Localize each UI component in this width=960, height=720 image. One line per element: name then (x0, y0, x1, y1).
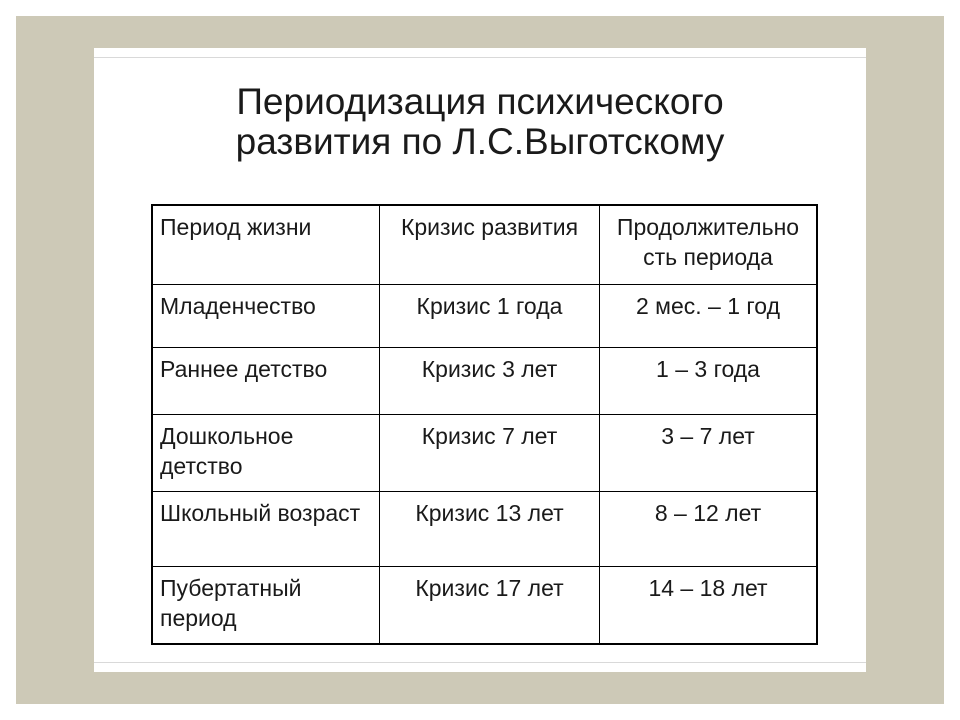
table-row (152, 348, 817, 415)
cell-period: Школьный возраст (152, 492, 380, 567)
top-divider (94, 57, 866, 58)
title-line-1: Периодизация психического (236, 81, 724, 122)
title-line-2: развития по Л.С.Выготскому (235, 121, 725, 162)
cell-period: Младенчество (152, 285, 380, 348)
bottom-divider (94, 662, 866, 663)
header-period: Период жизни (152, 205, 380, 285)
table-row (152, 415, 817, 492)
cell-crisis: Кризис 1 года (380, 285, 600, 348)
table-row (152, 492, 817, 567)
header-crisis: Кризис развития (380, 205, 600, 285)
cell-crisis: Кризис 3 лет (380, 348, 600, 415)
cell-duration: 1 – 3 года (600, 348, 818, 415)
cell-duration: 2 мес. – 1 год (600, 285, 818, 348)
cell-crisis: Кризис 13 лет (380, 492, 600, 567)
table-row (152, 567, 817, 645)
cell-period: Раннее детство (152, 348, 380, 415)
header-duration: Продолжительно сть периода (600, 205, 818, 285)
table-header-row (152, 205, 817, 285)
cell-duration: 14 – 18 лет (600, 567, 818, 645)
cell-period: Дошкольное детство (152, 415, 380, 492)
cell-period: Пубертатный период (152, 567, 380, 645)
slide-title (94, 82, 866, 162)
periodization-table (151, 204, 818, 645)
cell-duration: 3 – 7 лет (600, 415, 818, 492)
slide (94, 48, 866, 672)
table-row (152, 285, 817, 348)
cell-duration: 8 – 12 лет (600, 492, 818, 567)
cell-crisis: Кризис 17 лет (380, 567, 600, 645)
cell-crisis: Кризис 7 лет (380, 415, 600, 492)
